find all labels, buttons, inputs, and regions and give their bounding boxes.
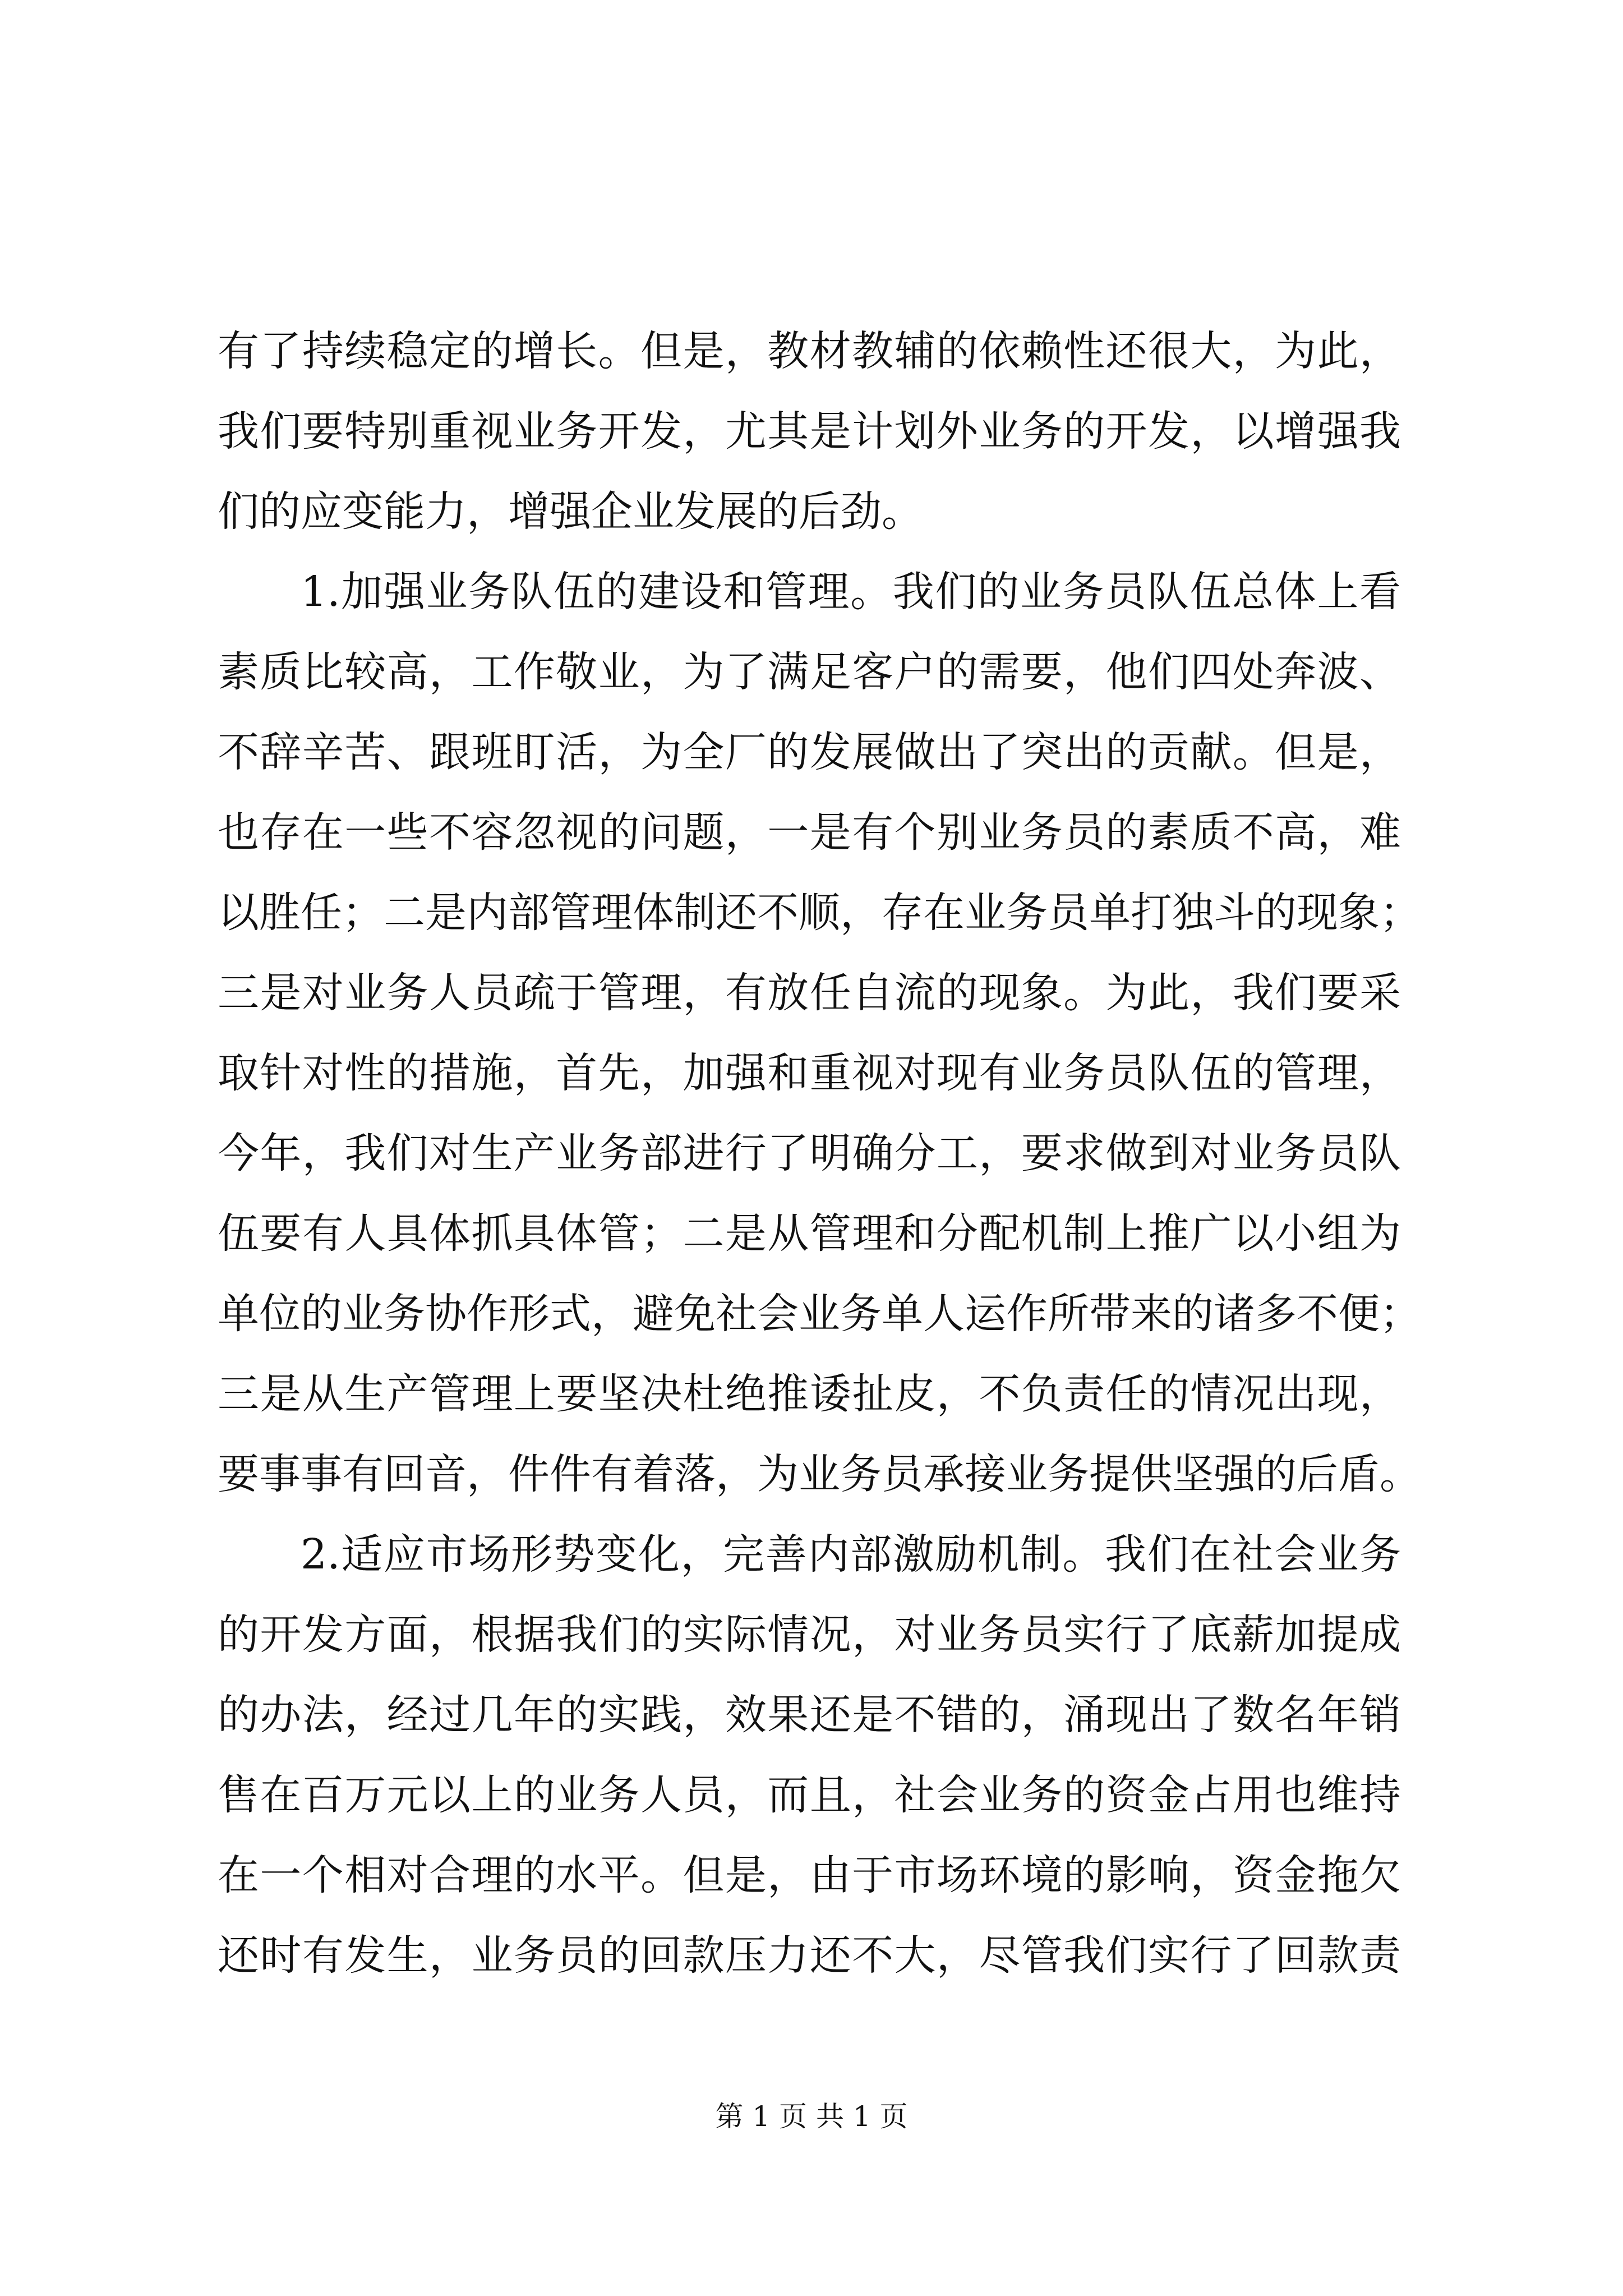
text-line: 不辞辛苦、跟班盯活，为全厂的发展做出了突出的贡献。但是， bbox=[218, 728, 1401, 776]
text-line: 以胜任；二是内部管理体制还不顺，存在业务员单打独斗的现象； bbox=[218, 889, 1421, 937]
text-line: 三是从生产管理上要坚决杜绝推诿扯皮，不负责任的情况出现， bbox=[218, 1370, 1401, 1418]
text-line: 1.加强业务队伍的建设和管理。我们的业务员队伍总体上看 bbox=[301, 568, 1401, 616]
text-line: 今年，我们对生产业务部进行了明确分工，要求做到对业务员队 bbox=[218, 1129, 1401, 1177]
page-number-footer: 第 1 页 共 1 页 bbox=[715, 2100, 908, 2133]
text-line: 伍要有人具体抓具体管；二是从管理和分配机制上推广以小组为 bbox=[218, 1209, 1401, 1258]
text-line: 也存在一些不容忽视的问题，一是有个别业务员的素质不高，难 bbox=[218, 808, 1401, 857]
text-line: 素质比较高，工作敬业，为了满足客户的需要，他们四处奔波、 bbox=[218, 648, 1401, 696]
text-line: 有了持续稳定的增长。但是，教材教辅的依赖性还很大，为此， bbox=[218, 327, 1401, 375]
text-line: 我们要特别重视业务开发，尤其是计划外业务的开发，以增强我 bbox=[218, 407, 1401, 455]
text-line: 三是对业务人员疏于管理，有放任自流的现象。为此，我们要采 bbox=[218, 969, 1401, 1017]
text-line: 们的应变能力，增强企业发展的后劲。 bbox=[218, 487, 923, 536]
document-body bbox=[218, 311, 1421, 1996]
text-line: 在一个相对合理的水平。但是，由于市场环境的影响，资金拖欠 bbox=[218, 1851, 1401, 1899]
text-line: 的开发方面，根据我们的实际情况，对业务员实行了底薪加提成 bbox=[218, 1611, 1401, 1659]
text-line: 要事事有回音，件件有着落，为业务员承接业务提供坚强的后盾。 bbox=[218, 1450, 1421, 1498]
text-line: 售在百万元以上的业务人员，而且，社会业务的资金占用也维持 bbox=[218, 1771, 1401, 1819]
paragraph bbox=[218, 1515, 1401, 1996]
text-line: 取针对性的措施，首先，加强和重视对现有业务员队伍的管理， bbox=[218, 1049, 1401, 1097]
paragraph bbox=[218, 552, 1421, 1515]
text-line: 还时有发生，业务员的回款压力还不大，尽管我们实行了回款责 bbox=[218, 1931, 1401, 1980]
paragraph bbox=[218, 311, 1401, 552]
text-line: 2.适应市场形势变化，完善内部激励机制。我们在社会业务 bbox=[301, 1530, 1401, 1579]
text-line: 的办法，经过几年的实践，效果还是不错的，涌现出了数名年销 bbox=[218, 1691, 1401, 1739]
text-line: 单位的业务协作形式，避免社会业务单人运作所带来的诸多不便； bbox=[218, 1290, 1421, 1338]
